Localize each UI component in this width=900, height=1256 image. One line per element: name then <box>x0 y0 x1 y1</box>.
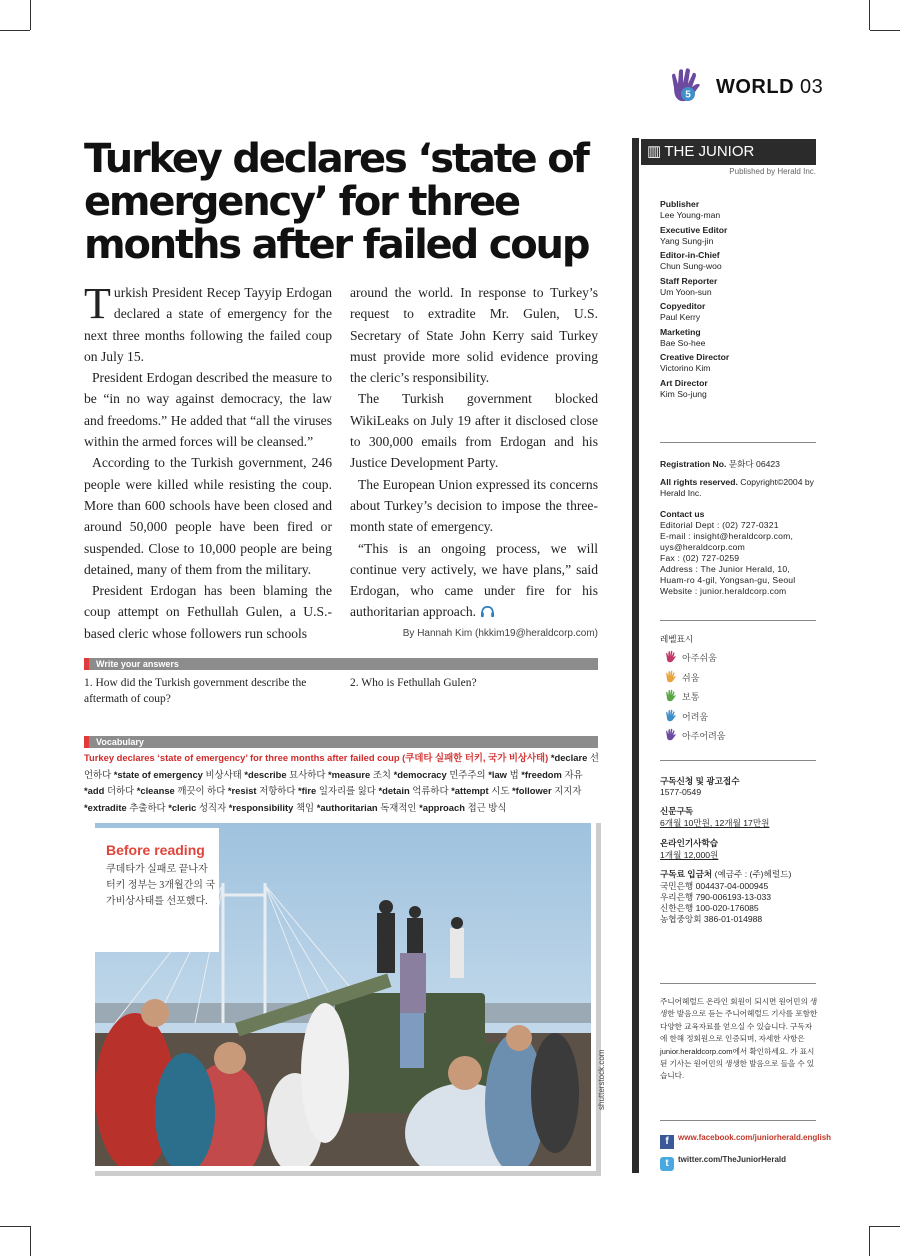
vocab-meaning: 자유 <box>564 768 583 780</box>
level-label: 보통 <box>682 693 700 703</box>
newspaper-price: 6개월 10만원, 12개월 17만원 <box>660 818 770 828</box>
vocab-term: *detain <box>378 785 410 796</box>
vocabulary-heading: Turkey declares ‘state of emergency’ for three months after failed coup (쿠데타 실패한 터키, 국가 비상사태) <box>84 752 549 763</box>
contact-line: Editorial Dept : (02) 727-0321 <box>660 520 779 530</box>
vocab-meaning: 추출하다 <box>129 801 166 813</box>
vocab-term: *approach <box>419 801 465 813</box>
vocab-meaning: 비상사태 <box>205 768 242 780</box>
staff-name: Victorino Kim <box>660 363 711 373</box>
page-number: 03 <box>800 76 824 98</box>
bank-account: 국민은행 004437-04-000945 <box>660 881 769 891</box>
contact-line: Address : The Junior Herald, 10, <box>660 564 790 574</box>
level-label: 아주쉬움 <box>682 654 717 664</box>
vocabulary-title: Vocabulary <box>96 737 144 747</box>
vocab-term: *authoritarian <box>316 801 378 813</box>
paragraph: The European Union expressed its concerns about Turkey’s decision to impose the three-month state of emergency. <box>350 476 598 535</box>
vocab-term: *add <box>84 785 105 796</box>
vocab-term: *attempt <box>451 785 489 796</box>
paragraph: The Turkish government blocked WikiLeaks on July 19 after it disclosed close to 300,000 emails from Erdogan and his Justice Development Party. <box>350 391 598 471</box>
level-item <box>664 689 699 703</box>
level-label: 쉬움 <box>682 673 700 684</box>
contact-line: Website : junior.heraldcorp.com <box>660 586 787 596</box>
vocab-term: *resist <box>227 785 257 796</box>
published-by: Published by Herald Inc. <box>729 167 816 176</box>
staff-name: Yang Sung-jin <box>660 235 714 246</box>
vocab-term: *freedom <box>521 768 562 780</box>
vocab-meaning: 더하다 <box>106 785 135 796</box>
write-answers-bar <box>84 658 598 670</box>
vocab-term: *state of emergency <box>113 768 203 780</box>
question-2: 2. Who is Fethullah Gulen? <box>350 677 477 689</box>
crop-mark <box>30 0 31 30</box>
contact-info <box>660 520 795 597</box>
rights: All rights reserved. Copyright©2004 by Herald Inc. <box>660 477 814 498</box>
vocab-meaning: 선언하다 <box>84 752 599 780</box>
crop-mark <box>870 30 900 31</box>
level-item <box>664 709 708 723</box>
vocab-term: *describe <box>244 768 287 780</box>
vocab-meaning: 묘사하다 <box>289 768 326 780</box>
article-headline: Turkey declares ‘state of emergency’ for three months after failed coup <box>84 136 589 268</box>
divider <box>660 620 816 621</box>
crop-mark <box>870 1226 900 1227</box>
staff-role: Marketing <box>660 326 701 337</box>
staff-role: Art Director <box>660 377 708 388</box>
staff-name: Kim So-jung <box>660 388 707 399</box>
paragraph: around the world. In response to Turkey’s request to extradite Mr. Gulen, U.S. Secretary of State John Kerry said Turkey must provide more solid evidence proving the cleric’s responsibility. <box>350 285 598 386</box>
vocab-meaning: 책임 <box>295 801 315 813</box>
hand-icon <box>664 728 678 742</box>
level-item <box>664 670 699 684</box>
brand-bold: HERALD <box>647 169 710 186</box>
paragraph: “This is an ongoing process, we will continue very actively, we have plans,” said Erdogan, who came under fire for his authoritarian approach. <box>350 540 598 620</box>
bank-account: 농협중앙회 386-01-014988 <box>660 914 763 924</box>
staff-role: Copyeditor <box>660 301 706 311</box>
vocab-term: *cleric <box>168 801 197 813</box>
level-item <box>664 650 717 664</box>
facebook-link[interactable]: f www.facebook.com/juniorherald.english <box>660 1133 831 1149</box>
vocab-meaning: 저항하다 <box>259 785 296 796</box>
online-notice: 주니어헤럴드 온라인 회원이 되시면 원어민의 생생한 발음으로 듣는 주니어헤럴드 기사를 포함한 다양한 교육자료를 얻으실 수 있습니다. 구독자에 한해 정회원으로 인증되며, 자세한 사항은 junior.heraldcorp.com에서 확인하세요. 가 표시된 기사는 원어민의 생생한 발음으로 들을 수 있습니다. <box>660 997 818 1081</box>
vocab-meaning: 접근 방식 <box>467 801 507 813</box>
paragraph: President Erdogan described the measure to be “in no way against democracy, the law and freedoms.” He added that “all the viruses within the armed forces will be cleansed.” <box>84 370 332 450</box>
account-list <box>660 881 771 925</box>
subscription-title: 구독신청 및 광고접수 <box>660 776 740 786</box>
online-price: 1개월 12,000원 <box>660 850 719 860</box>
divider <box>660 442 816 443</box>
hand-icon <box>664 670 678 684</box>
staff-name: Bae So-hee <box>660 337 706 348</box>
before-reading-text: 쿠데타가 실패로 끝나자 터키 정부는 3개월간의 국가비상사태를 선포했다. <box>106 864 216 907</box>
crop-mark <box>30 1226 31 1256</box>
level-label: 어려움 <box>682 712 709 723</box>
vocab-meaning: 깨끗이 하다 <box>177 785 226 796</box>
vocab-term: *declare <box>550 752 588 763</box>
vocab-meaning: 독재적인 <box>380 801 417 813</box>
staff-role: Editor-in-Chief <box>660 250 720 260</box>
contact-line: uys@heraldcorp.com <box>660 542 745 552</box>
staff-name: Chun Sung-woo <box>660 261 722 271</box>
level-title: 레벨표시 <box>660 634 694 644</box>
staff-name: Paul Kerry <box>660 312 701 322</box>
crop-mark <box>0 30 30 31</box>
level-hand-icon <box>666 66 706 106</box>
staff-name: Um Yoon-sun <box>660 286 712 297</box>
level-number: 5 <box>685 89 691 101</box>
vocabulary-list <box>84 750 600 816</box>
vocab-meaning: 법 <box>509 768 519 780</box>
masthead-logo: ▥ THE JUNIOR HERALD <box>641 139 816 165</box>
staff-name: Lee Young-man <box>660 210 721 220</box>
headphone-icon[interactable] <box>480 605 495 618</box>
sidebar-rule <box>632 138 639 1173</box>
article-column-2 <box>350 282 598 623</box>
byline: By Hannah Kim (hkkim19@heraldcorp.com) <box>402 628 598 639</box>
vocab-meaning: 억류하다 <box>412 785 449 796</box>
bank-account: 우리은행 790-006193-13-033 <box>660 892 772 902</box>
vocab-term: *fire <box>298 785 317 796</box>
hand-icon <box>664 689 678 703</box>
vocab-term: *responsibility <box>228 801 294 813</box>
staff-role: Executive Editor <box>660 224 728 235</box>
vocab-meaning: 조치 <box>372 768 391 780</box>
divider <box>660 983 816 984</box>
newspaper-label: 신문구독 <box>660 806 694 816</box>
photo-credit: shutterstock.com <box>597 1049 606 1110</box>
hand-icon <box>664 650 678 664</box>
vocab-term: *democracy <box>393 768 447 780</box>
twitter-icon: t <box>660 1157 674 1171</box>
drop-cap: T <box>84 279 111 328</box>
vocab-meaning: 민주주의 <box>449 768 486 780</box>
level-item <box>664 728 725 742</box>
divider <box>660 1120 816 1121</box>
contact-line: Fax : (02) 727-0259 <box>660 553 740 563</box>
article-column-1 <box>84 279 332 644</box>
crop-mark <box>0 1226 30 1227</box>
section-label: WORLD <box>716 76 795 98</box>
online-label: 온라인기사학습 <box>660 838 719 848</box>
vocab-term: *cleanse <box>136 785 175 796</box>
contact-label: Contact us <box>660 509 705 519</box>
question-1: 1. How did the Turkish government describe the aftermath of coup? <box>84 677 307 705</box>
vocab-meaning: 일자리를 잃다 <box>318 785 376 796</box>
section-header <box>716 76 823 99</box>
staff-role: Publisher <box>660 199 700 209</box>
vocabulary-bar <box>84 736 598 748</box>
twitter-link[interactable]: t twitter.com/TheJuniorHerald <box>660 1155 786 1171</box>
subscription-phone: 1577-0549 <box>660 787 702 797</box>
staff-role: Creative Director <box>660 352 730 362</box>
paragraph: According to the Turkish government, 246 people were killed while resisting the coup. More than 600 schools have been closed and around 50,000 people have been fired or suspended. Close to 10,000 people are being detained, many of them from the military. <box>84 455 332 577</box>
crop-mark <box>869 1226 870 1256</box>
bank-account: 신한은행 100-020-176085 <box>660 903 759 913</box>
crop-mark <box>869 0 870 30</box>
account-title: 구독료 입금처 (예금주 : (주)헤럴드) <box>660 869 792 879</box>
facebook-icon: f <box>660 1135 674 1149</box>
write-answers-title: Write your answers <box>96 659 179 669</box>
paragraph: Turkish President Recep Tayyip Erdogan declared a state of emergency for the next three months following the failed coup on July 15. <box>84 279 332 364</box>
vocab-meaning: 시도 <box>491 785 510 796</box>
contact-line: E-mail : insight@heraldcorp.com, <box>660 531 794 541</box>
level-label: 아주어려움 <box>682 732 726 742</box>
divider <box>660 760 816 761</box>
vocab-term: *extradite <box>84 801 127 813</box>
vocab-term: *measure <box>328 768 371 780</box>
vocab-term: *follower <box>512 785 552 796</box>
vocab-meaning: 지지자 <box>554 785 582 796</box>
hand-icon <box>664 709 678 723</box>
paragraph: President Erdogan has been blaming the coup attempt on Fethullah Gulen, a U.S.-based cleric whose followers run schools <box>84 583 332 641</box>
vocab-meaning: 성직자 <box>198 801 227 813</box>
registration: Registration No. 문화다 06423 <box>660 459 780 469</box>
staff-role: Staff Reporter <box>660 275 718 286</box>
brand-prefix: THE JUNIOR <box>664 143 755 160</box>
staff-list <box>660 199 729 403</box>
vocab-term: *law <box>488 768 507 780</box>
contact-line: Huam-ro 4-gil, Yongsan-gu, Seoul <box>660 575 796 585</box>
before-reading-title: Before reading <box>106 842 205 858</box>
